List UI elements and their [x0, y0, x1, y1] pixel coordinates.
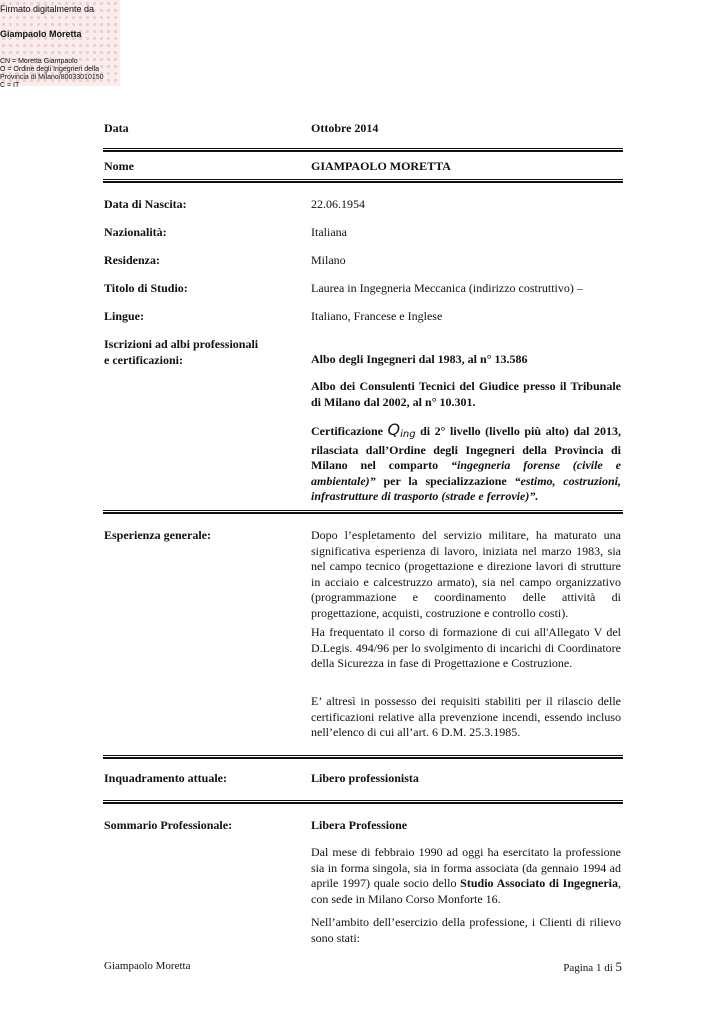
signature-caption: Firmato digitalmente da	[0, 4, 95, 14]
sommario-p1-text: Dal mese di febbraio 1990 ad oggi ha esercitato la professione sia in forma singola, sia in forma associata (da gennaio 1994 ad aprile 1997) quale socio dello	[311, 845, 621, 890]
nazionalita-label: Nazionalità:	[104, 225, 167, 239]
residenza-value: Milano	[311, 253, 346, 267]
nome-value: GIAMPAOLO MORETTA	[311, 159, 451, 173]
section-rule	[103, 179, 623, 183]
signature-name: Giampaolo Moretta	[0, 29, 82, 39]
certificazione-text	[311, 422, 621, 505]
cert-comparto: “ingegneria forense (civile e ambientale)”	[311, 458, 621, 488]
esperienza-paragraph-3: E’ altresì in possesso dei requisiti stabiliti per il rilascio delle certificazioni relative alla prevenzione incendi, essendo incluso nell’elenco di cui all’art. 6 D.M. 25.3.1985.	[311, 694, 621, 739]
lingue-label: Lingue:	[104, 309, 145, 323]
cert-prefix: Certificazione	[311, 424, 383, 438]
signature-detail-o1: O = Ordine degli Ingegneri della	[0, 66, 100, 73]
nascita-label: Data di Nascita:	[104, 197, 187, 211]
nome-label: Nome	[104, 159, 134, 173]
albo-ctu: Albo dei Consulenti Tecnici del Giudice presso il Tribunale di Milano dal 2002, al n° 10.301.	[311, 379, 621, 409]
iscrizioni-label	[104, 337, 294, 368]
inquadramento-value: Libero professionista	[311, 771, 419, 785]
cert-after-q: di 2° livello (livello più alto) dal 2013, rilasciata dall’Ordine degli Ingegneri della Provincia di Milano nel comparto	[311, 424, 621, 472]
sommario-p1-end: , con sede in Milano Corso Monforte 16.	[311, 876, 621, 906]
data-label: Data	[104, 121, 129, 135]
digital-signature-stamp	[0, 0, 130, 90]
signature-detail-cn: CN = Moretta Giampaolo	[0, 58, 78, 65]
signature-detail-c: C = IT	[0, 82, 20, 89]
nazionalita-value: Italiana	[311, 225, 347, 239]
section-rule	[103, 800, 623, 804]
section-rule	[103, 755, 623, 759]
lingue-value: Italiano, Francese e Inglese	[311, 309, 443, 323]
footer-author: Giampaolo Moretta	[104, 960, 191, 972]
sommario-paragraph-1	[311, 845, 621, 907]
iscrizioni-label-line1: Iscrizioni ad albi professionali	[104, 337, 259, 351]
titolo-value: Laurea in Ingegneria Meccanica (indirizzo costruttivo) –	[311, 281, 583, 295]
esperienza-paragraph-1: Dopo l’espletamento del servizio militare, ha maturato una significativa esperienza di lavoro, iniziata nel marzo 1983, sia nel campo tecnico (progettazione e direzione lavori di strutture in acciaio e calcestruzzo armato), sia nel campo organizzativo (programmazione e coordinamento delle attività di progettazione, acquisti, costruzione e controllo costi).	[311, 528, 621, 620]
section-rule	[103, 148, 623, 152]
albo-ingegneri: Albo degli Ingegneri dal 1983, al n° 13.586	[311, 352, 528, 366]
sommario-title: Libera Professione	[311, 818, 408, 832]
esperienza-paragraph-2: Ha frequentato il corso di formazione di cui all'Allegato V del D.Legis. 494/96 per lo svolgimento di incarichi di Coordinatore della Sicurezza in fase di Progettazione e Costruzione.	[311, 625, 621, 670]
sommario-label: Sommario Professionale:	[104, 818, 233, 832]
inquadramento-label: Inquadramento attuale:	[104, 771, 228, 785]
iscrizioni-label-line2: e certificazioni:	[104, 352, 183, 367]
studio-associato-name: Studio Associato di Ingegneria	[460, 876, 618, 890]
signature-details	[0, 58, 104, 90]
cert-q-symbol: Q	[387, 420, 401, 439]
page-number	[563, 959, 622, 975]
nascita-value: 22.06.1954	[311, 197, 365, 211]
titolo-label: Titolo di Studio:	[104, 281, 188, 295]
sommario-paragraph-2: Nell’ambito dell’esercizio della professione, i Clienti di rilievo sono stati:	[311, 915, 621, 945]
section-rule	[103, 510, 623, 514]
data-value: Ottobre 2014	[311, 121, 379, 135]
page-total: 5	[615, 959, 622, 974]
residenza-label: Residenza:	[104, 253, 160, 267]
esperienza-label: Esperienza generale:	[104, 528, 211, 542]
signature-detail-o2: Provincia di Milano/80033010150	[0, 74, 104, 81]
page-number-prefix: Pagina 1 di	[563, 962, 616, 974]
cert-q-subscript: ing	[400, 429, 416, 440]
cert-specializzazione: “estimo, costruzioni, infrastrutture di trasporto (strade e ferrovie)”.	[311, 473, 621, 503]
cert-per: per la specializzazione	[375, 473, 515, 488]
